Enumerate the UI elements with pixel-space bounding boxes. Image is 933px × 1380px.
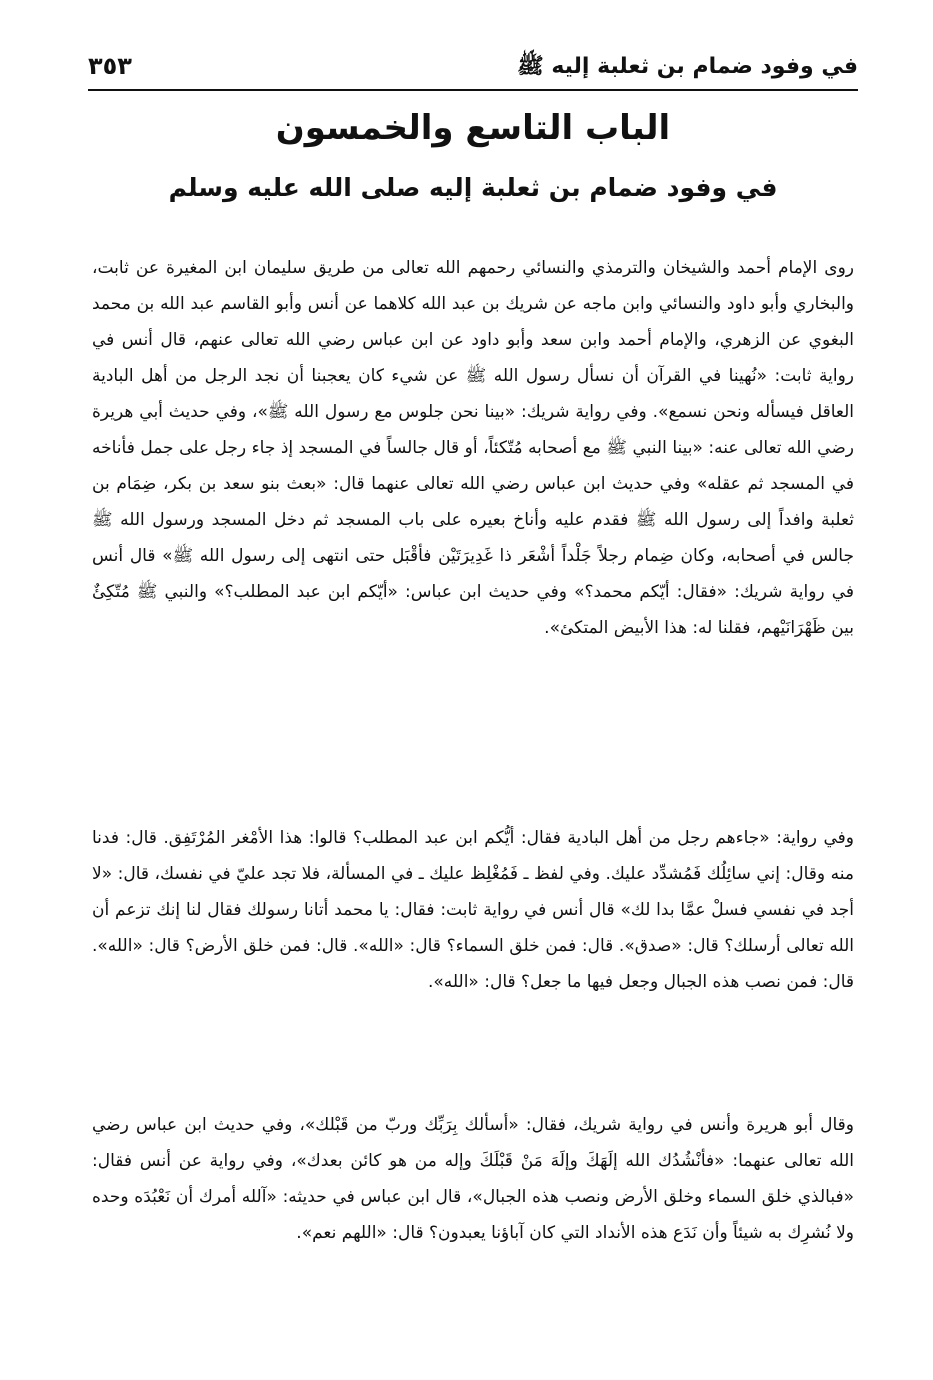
chapter-title: الباب التاسع والخمسون: [275, 108, 671, 148]
running-head: [88, 46, 858, 90]
chapter-subtitle: في وفود ضمام بن ثعلبة إليه صلى الله عليه وسلم: [168, 173, 778, 202]
page-number: ٣٥٣: [88, 52, 132, 80]
paragraph-3: وقال أبو هريرة وأنس في رواية شريك، فقال: «أسألك بِرَبِّك وربّ من قَبْلك»، وفي حديث ابن عباس رضي الله تعالى عنهما: «فأنْشُدُك الله إلَهَكَ وإلَهَ مَنْ قَبْلَكَ وإله من هو كائن بعدك»، وفي رواية عن أنس فقال: «فبالذي خلق السماء وخلق الأرض ونصب هذه الجبال»، قال ابن عباس في حديثه: «آلله أمرك أن نَعْبُدَه وحده ولا نُشرِك به شيئاً وأن نَدَع هذه الأنداد التي كان آباؤنا يعبدون؟ قال: «اللهم نعم».: [92, 1115, 854, 1243]
running-title: في وفود ضمام بن ثعلبة إليه ﷺ: [517, 54, 858, 79]
paragraph-1: روى الإمام أحمد والشيخان والترمذي والنسائي رحمهم الله تعالى من طريق سليمان ابن المغيرة عن ثابت، والبخاري وأبو داود والنسائي وابن ماجه عن شريك بن عبد الله كلاهما عن أنس وأبو القاسم عبد الله بن محمد البغوي عن الزهري، والإمام أحمد وابن سعد وأبو داود عن ابن عباس رضي الله تعالى عنهم، قال أنس في رواية ثابت: «نُهينا في القرآن أن نسأل رسول الله ﷺ عن شيء كان يعجبنا أن نجد الرجل من أهل البادية العاقل فيسأله ونحن نسمع». وفي رواية شريك: «بينا نحن جلوس مع رسول الله ﷺ»، وفي حديث أبي هريرة رضي الله تعالى عنه: «بينا النبي ﷺ مع أصحابه مُتّكئاً، أو قال جالساً في المسجد إذ جاء رجل على جمل فأناخه في المسجد ثم عقله» وفي حديث ابن عباس رضي الله تعالى عنهما قال: «بعث بنو سعد بن بكر، ضِمَام بن ثعلبة وافداً إلى رسول الله ﷺ فقدم عليه وأناخ بعيره على باب المسجد ثم دخل المسجد ورسول الله ﷺ جالس في أصحابه، وكان ضِمام رجلاً جَلْداً أشْعَر ذا غَدِيرَتَيْن فأقْبَل حتى انتهى إلى رسول الله ﷺ» قال أنس في رواية شريك: «فقال: أيّكم محمد؟» وفي حديث ابن عباس: «أيّكم ابن عبد المطلب؟» والنبي ﷺ مُتّكِئٌ بين ظَهْرَانَيْهم، فقلنا له: هذا الأبيض المتكئ».: [92, 258, 854, 638]
paragraph-2: وفي رواية: «جاءهم رجل من أهل البادية فقال: أيُّكم ابن عبد المطلب؟ قالوا: هذا الأمْغر المُرْتَفِق. قال: فدنا منه وقال: إني سائِلُك فَمُشدِّد عليك. وفي لفظ ـ فَمُغْلِظ عليك ـ في المسألة، فلا تجد عليّ في نفسك، قال: «لا أجد في نفسي فسلْ عمَّا بدا لك» قال أنس في رواية ثابت: فقال: يا محمد أتانا رسولك فقال لنا إنك تزعم أن الله تعالى أرسلك؟ قال: «صدق». قال: فمن خلق السماء؟ قال: «الله». قال: فمن خلق الأرض؟ قال: «الله». قال: فمن نصب هذه الجبال وجعل فيها ما جعل؟ قال: «الله».: [92, 828, 854, 992]
header-rule: [88, 89, 858, 91]
